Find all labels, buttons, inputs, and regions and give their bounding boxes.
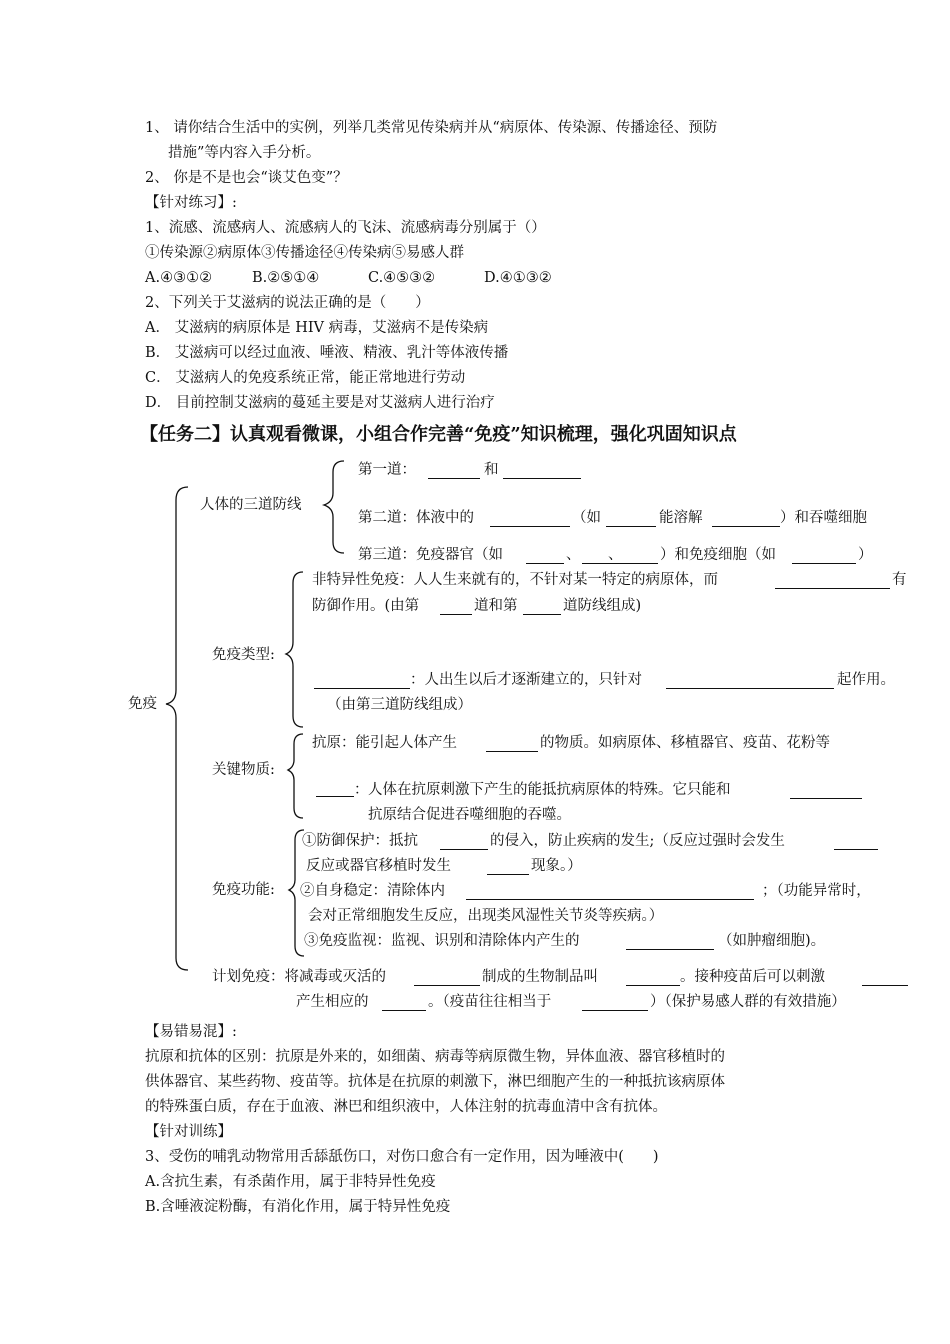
option-a: A.④③①② — [145, 270, 213, 286]
blank-antibody-name[interactable] — [316, 796, 354, 797]
blank-first-2[interactable] — [503, 478, 581, 479]
specific-a: ：人出生以后才逐渐建立的，只针对 — [410, 672, 642, 688]
specific-c: （由第三道防线组成） — [327, 697, 472, 713]
blank-nonspecific-1[interactable] — [775, 588, 890, 589]
blank-second-3[interactable] — [712, 526, 780, 527]
blank-nonspecific-2[interactable] — [440, 614, 472, 615]
option-b: B.②⑤①④ — [252, 270, 320, 286]
antibody-b: 人体在抗原刺激下产生的能抵抗病原体的特殊。它只能和 — [368, 782, 731, 798]
third-line-c: 、 — [608, 547, 623, 563]
first-line-a: 第一道： — [358, 462, 416, 478]
blank-nonspecific-3[interactable] — [523, 614, 561, 615]
first-line-b: 和 — [484, 462, 499, 478]
q2-option-b: B． 艾滋病可以经过血液、唾液、精液、乳汁等体液传播 — [145, 345, 509, 361]
blank-third-3[interactable] — [624, 563, 658, 564]
option-c: C.④⑤③② — [368, 270, 436, 286]
blank-function-1[interactable] — [440, 849, 488, 850]
question-2: 2、 你是不是也会“谈艾色变”？ — [145, 170, 348, 186]
practice-q2: 2、下列关于艾滋病的说法正确的是（ ） — [145, 295, 430, 311]
blank-third-1[interactable] — [526, 563, 564, 564]
plan-c: 。接种疫苗后可以刺激 — [680, 969, 825, 985]
confusion-heading: 【易错易混】: — [145, 1024, 237, 1040]
confusion-line-1: 抗原和抗体的区别：抗原是外来的，如细菌、病毒等病原微生物，异体血液、器官移植时的 — [145, 1049, 725, 1065]
second-line-c: 能溶解 — [659, 510, 703, 526]
defense-brace — [324, 461, 344, 553]
blank-plan-4[interactable] — [382, 1010, 426, 1011]
antibody-a: ： — [354, 782, 369, 798]
question-1-line-2: 措施”等内容入手分析。 — [168, 145, 321, 161]
nonspecific-e: 道防线组成) — [563, 598, 642, 614]
training-option-b: B.含唾液淀粉酶，有消化作用，属于特异性免疫 — [145, 1199, 451, 1215]
function-1-b: 的侵入，防止疾病的发生;（反应过强时会发生 — [490, 833, 785, 849]
nonspecific-b: 有 — [892, 572, 907, 588]
blank-second-1[interactable] — [490, 526, 570, 527]
blank-plan-1[interactable] — [414, 985, 480, 986]
blank-third-4[interactable] — [792, 563, 856, 564]
q2-option-d: D． 目前控制艾滋病的蔓延主要是对艾滋病人进行治疗 — [145, 395, 495, 411]
types-label: 免疫类型: — [212, 647, 275, 663]
blank-antigen[interactable] — [486, 751, 538, 752]
blank-antibody-1[interactable] — [790, 798, 862, 799]
function-3-b: （如肿瘤细胞)。 — [718, 933, 826, 949]
blank-specific-1[interactable] — [666, 688, 834, 689]
plan-e: 。（疫苗往往相当于 — [428, 994, 552, 1010]
blank-function-2[interactable] — [834, 849, 878, 850]
key-brace — [288, 734, 303, 818]
practice-q1: 1、流感、流感病人、流感病人的飞沫、流感病毒分别属于（） — [145, 220, 546, 236]
immune-main-brace — [166, 487, 188, 970]
function-2-c: 会对正常细胞发生反应，出现类风湿性关节炎等疾病。） — [308, 908, 664, 924]
third-line-e: ） — [858, 547, 873, 563]
task2-title: 【任务二】认真观看微课，小组合作完善“免疫”知识梳理，强化巩固知识点 — [140, 424, 737, 445]
function-1-c: 反应或器官移植时发生 — [306, 858, 451, 874]
training-option-a: A.含抗生素，有杀菌作用，属于非特异性免疫 — [145, 1174, 436, 1190]
training-heading: 【针对训练】 — [145, 1124, 232, 1140]
third-line-a: 第三道：免疫器官（如 — [358, 547, 503, 563]
question-1-line-1: 1、 请你结合生活中的实例，列举几类常见传染病并从“病原体、传染源、传播途径、预防 — [145, 120, 718, 136]
function-3-a: ③免疫监视：监视、识别和清除体内产生的 — [304, 933, 580, 949]
blank-first-1[interactable] — [428, 478, 480, 479]
confusion-line-3: 的特殊蛋白质，存在于血液、淋巴和组织液中，人体注射的抗毒血清中含有抗体。 — [145, 1099, 667, 1115]
plan-f: ）（保护易感人群的有效措施） — [650, 994, 846, 1010]
q2-option-a: A． 艾滋病的病原体是 HIV 病毒，艾滋病不是传染病 — [145, 320, 489, 336]
defense-label: 人体的三道防线 — [200, 497, 302, 513]
function-label: 免疫功能: — [212, 882, 275, 898]
specific-b: 起作用。 — [837, 672, 895, 688]
plan-b: 制成的生物制品叫 — [482, 969, 598, 985]
training-q3: 3、受伤的哺乳动物常用舌舔舐伤口，对伤口愈合有一定作用，因为唾液中( ) — [145, 1149, 659, 1165]
function-1-a: ①防御保护：抵抗 — [302, 833, 418, 849]
plan-d: 产生相应的 — [296, 994, 369, 1010]
antigen-b: 的物质。如病原体、移植器官、疫苗、花粉等 — [540, 735, 830, 751]
blank-function-5[interactable] — [626, 949, 714, 950]
function-2-b: ；（功能异常时， — [762, 883, 871, 899]
types-brace — [286, 572, 303, 727]
confusion-line-2: 供体器官、某些药物、疫苗等。抗体是在抗原的刺激下，淋巴细胞产生的一种抵抗该病原体 — [145, 1074, 725, 1090]
nonspecific-a: 非特异性免疫：人人生来就有的，不针对某一特定的病原体，而 — [312, 572, 718, 588]
blank-function-3[interactable] — [487, 874, 529, 875]
second-line-d: ）和吞噬细胞 — [780, 510, 867, 526]
function-1-d: 现象。） — [531, 858, 582, 874]
q2-option-c: C． 艾滋病人的免疫系统正常，能正常地进行劳动 — [145, 370, 466, 386]
practice-q1-items: ①传染源②病原体③传播途径④传染病⑤易感人群 — [145, 245, 464, 261]
option-d: D.④①③② — [484, 270, 552, 286]
blank-specific-name[interactable] — [314, 688, 410, 689]
function-2-a: ②自身稳定：清除体内 — [300, 883, 445, 899]
blank-plan-3[interactable] — [862, 985, 908, 986]
nonspecific-d: 道和第 — [474, 598, 518, 614]
second-line-b: （如 — [572, 510, 601, 526]
key-label: 关键物质: — [212, 762, 275, 778]
plan-a: 计划免疫：将减毒或灭活的 — [212, 969, 386, 985]
practice-heading: 【针对练习】: — [145, 195, 237, 211]
second-line-a: 第二道：体液中的 — [358, 510, 474, 526]
third-line-d: ）和免疫细胞（如 — [660, 547, 776, 563]
blank-plan-5[interactable] — [582, 1010, 648, 1011]
root-immunity: 免疫 — [128, 696, 157, 712]
blank-second-2[interactable] — [606, 526, 656, 527]
third-line-b: 、 — [566, 547, 581, 563]
antibody-c: 抗原结合促进吞噬细胞的吞噬。 — [368, 807, 571, 823]
nonspecific-c: 防御作用。(由第 — [312, 598, 420, 614]
antigen-a: 抗原：能引起人体产生 — [312, 735, 457, 751]
blank-function-4[interactable] — [466, 899, 754, 900]
blank-plan-2[interactable] — [626, 985, 680, 986]
